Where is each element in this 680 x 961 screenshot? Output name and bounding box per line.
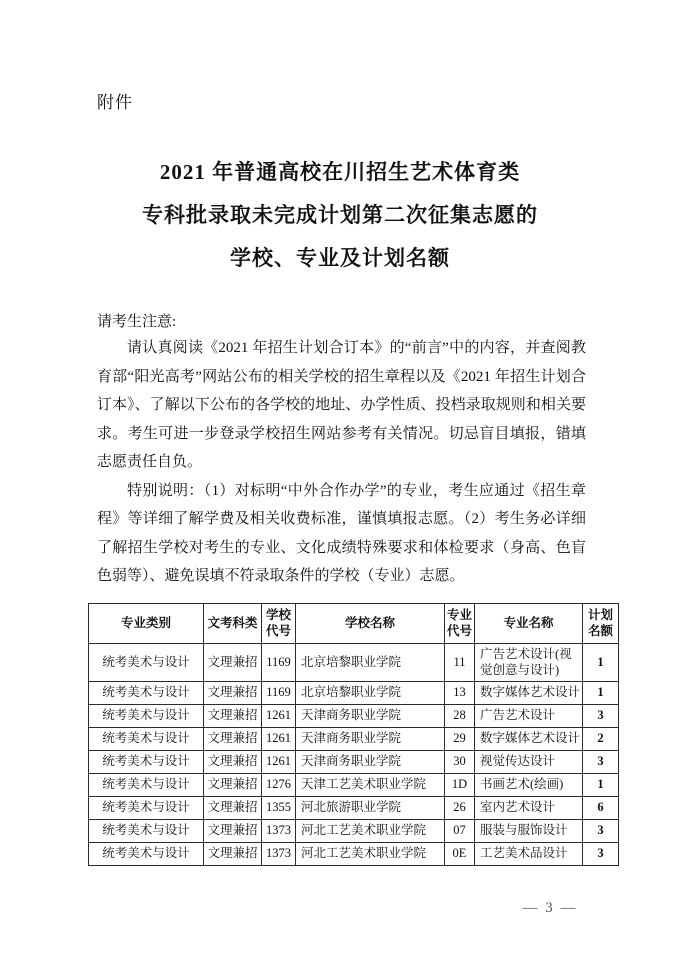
table-cell: 3 bbox=[583, 843, 619, 866]
table-cell: 统考美术与设计 bbox=[89, 774, 204, 797]
table-cell: 3 bbox=[583, 751, 619, 774]
table-cell: 统考美术与设计 bbox=[89, 705, 204, 728]
table-cell: 26 bbox=[445, 797, 475, 820]
header-major-category: 专业类别 bbox=[89, 604, 204, 644]
table-cell: 数字媒体艺术设计 bbox=[475, 682, 583, 705]
table-header bbox=[89, 604, 619, 644]
table-cell: 文理兼招 bbox=[204, 644, 262, 682]
table-cell: 文理兼招 bbox=[204, 705, 262, 728]
table-cell: 统考美术与设计 bbox=[89, 644, 204, 682]
table-cell: 1261 bbox=[262, 705, 296, 728]
table-cell: 北京培黎职业学院 bbox=[296, 682, 445, 705]
table-cell: 统考美术与设计 bbox=[89, 797, 204, 820]
table-cell: 天津商务职业学院 bbox=[296, 751, 445, 774]
table-cell: 天津商务职业学院 bbox=[296, 728, 445, 751]
title-line-2: 专科批录取未完成计划第二次征集志愿的 bbox=[142, 203, 538, 227]
header-plan-quota: 计划名额 bbox=[583, 604, 619, 644]
table-cell: 服装与服饰设计 bbox=[475, 820, 583, 843]
table-cell: 视觉传达设计 bbox=[475, 751, 583, 774]
header-major-name: 专业名称 bbox=[475, 604, 583, 644]
title-line-3: 学校、专业及计划名额 bbox=[230, 246, 450, 270]
table-cell: 统考美术与设计 bbox=[89, 682, 204, 705]
table-cell: 3 bbox=[583, 820, 619, 843]
notice-heading: 请考生注意: bbox=[97, 314, 177, 330]
table-cell: 广告艺术设计(视觉创意与设计) bbox=[475, 644, 583, 682]
table-cell: 文理兼招 bbox=[204, 843, 262, 866]
table-cell: 文理兼招 bbox=[204, 774, 262, 797]
header-major-code: 专业代号 bbox=[445, 604, 475, 644]
table-cell: 1D bbox=[445, 774, 475, 797]
table-row bbox=[89, 728, 619, 751]
table-cell: 2 bbox=[583, 728, 619, 751]
table-cell: 0E bbox=[445, 843, 475, 866]
table-cell: 天津商务职业学院 bbox=[296, 705, 445, 728]
table-cell: 1 bbox=[583, 774, 619, 797]
table-cell: 1276 bbox=[262, 774, 296, 797]
table-cell: 1 bbox=[583, 682, 619, 705]
table-cell: 广告艺术设计 bbox=[475, 705, 583, 728]
notice-paragraph-2: 特别说明：（1）对标明“中外合作办学”的专业，考生应通过《招生章程》等详细了解学费及相关收费标准，谨慎填报志愿。（2）考生务必详细了解招生学校对考生的专业、文化成绩特殊要求和体检要求（身高、色盲色弱等）、避免误填不符录取条件的学校（专业）志愿。 bbox=[97, 482, 586, 584]
table-cell: 1169 bbox=[262, 644, 296, 682]
table-cell: 北京培黎职业学院 bbox=[296, 644, 445, 682]
table-cell: 1169 bbox=[262, 682, 296, 705]
table-cell: 1 bbox=[583, 644, 619, 682]
table-cell: 河北旅游职业学院 bbox=[296, 797, 445, 820]
table-cell: 天津工艺美术职业学院 bbox=[296, 774, 445, 797]
table-cell: 1373 bbox=[262, 843, 296, 866]
notice-body bbox=[97, 334, 586, 591]
table-cell: 工艺美术品设计 bbox=[475, 843, 583, 866]
table-cell: 统考美术与设计 bbox=[89, 751, 204, 774]
table-cell: 文理兼招 bbox=[204, 751, 262, 774]
table-row bbox=[89, 705, 619, 728]
table-cell: 30 bbox=[445, 751, 475, 774]
table-cell: 11 bbox=[445, 644, 475, 682]
table-row bbox=[89, 682, 619, 705]
notice-paragraph-1: 请认真阅读《2021 年招生计划合订本》的“前言”中的内容，并查阅教育部“阳光高考”网站公布的相关学校的招生章程以及《2021 年招生计划合订本》、了解以下公布的各学校的地址、办学性质、投档录取规则和相关要求。考生可进一步登录学校招生网站参考有关情况。切忌盲目填报，错填志愿责任自负。 bbox=[97, 340, 586, 470]
table-cell: 1261 bbox=[262, 751, 296, 774]
table-header-row bbox=[89, 604, 619, 644]
table-cell: 3 bbox=[583, 705, 619, 728]
table-row bbox=[89, 820, 619, 843]
plan-table bbox=[88, 603, 619, 866]
table-cell: 文理兼招 bbox=[204, 728, 262, 751]
table-row bbox=[89, 797, 619, 820]
table-row bbox=[89, 843, 619, 866]
table-cell: 1261 bbox=[262, 728, 296, 751]
table-cell: 文理兼招 bbox=[204, 820, 262, 843]
table-cell: 07 bbox=[445, 820, 475, 843]
document-title bbox=[0, 151, 680, 280]
table-row bbox=[89, 644, 619, 682]
table-cell: 文理兼招 bbox=[204, 797, 262, 820]
table-cell: 6 bbox=[583, 797, 619, 820]
table-cell: 河北工艺美术职业学院 bbox=[296, 843, 445, 866]
table-cell: 书画艺术(绘画) bbox=[475, 774, 583, 797]
table-cell: 文理兼招 bbox=[204, 682, 262, 705]
title-line-1: 2021 年普通高校在川招生艺术体育类 bbox=[159, 160, 521, 184]
table-body bbox=[89, 644, 619, 866]
header-school-name: 学校名称 bbox=[296, 604, 445, 644]
table-cell: 1373 bbox=[262, 820, 296, 843]
table-cell: 1355 bbox=[262, 797, 296, 820]
table-row bbox=[89, 774, 619, 797]
table-cell: 统考美术与设计 bbox=[89, 843, 204, 866]
table-cell: 统考美术与设计 bbox=[89, 820, 204, 843]
table-cell: 数字媒体艺术设计 bbox=[475, 728, 583, 751]
table-cell: 28 bbox=[445, 705, 475, 728]
table-cell: 29 bbox=[445, 728, 475, 751]
table-cell: 室内艺术设计 bbox=[475, 797, 583, 820]
attachment-label: 附件 bbox=[97, 93, 133, 112]
page-number: — 3 — bbox=[522, 900, 578, 916]
header-school-code: 学校代号 bbox=[262, 604, 296, 644]
table-cell: 统考美术与设计 bbox=[89, 728, 204, 751]
table-row bbox=[89, 751, 619, 774]
table-cell: 河北工艺美术职业学院 bbox=[296, 820, 445, 843]
header-exam-type: 文考科类 bbox=[204, 604, 262, 644]
table-cell: 13 bbox=[445, 682, 475, 705]
